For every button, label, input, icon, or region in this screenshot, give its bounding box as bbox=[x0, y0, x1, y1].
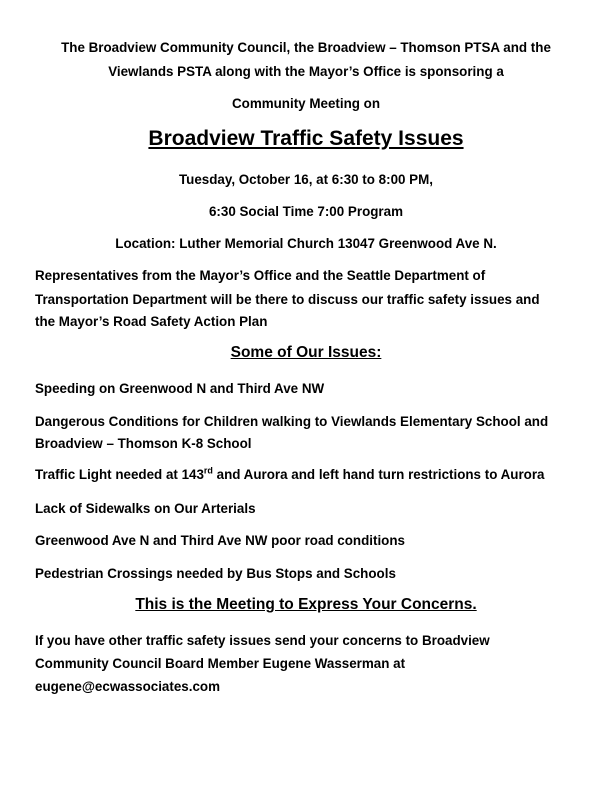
contact-email: eugene@ecwassociates.com bbox=[35, 679, 220, 694]
issue-item-1: Speeding on Greenwood N and Third Ave NW bbox=[35, 381, 325, 396]
description-line-1: Representatives from the Mayor’s Office and the Seattle Department of bbox=[35, 268, 486, 283]
event-date-time: Tuesday, October 16, at 6:30 to 8:00 PM, bbox=[178, 172, 433, 187]
description-line-2: Transportation Department will be there to discuss our traffic safety issues and bbox=[35, 292, 540, 307]
issues-heading: Some of Our Issues: bbox=[230, 344, 382, 361]
event-schedule: 6:30 Social Time 7:00 Program bbox=[208, 204, 403, 219]
issue-item-5: Greenwood Ave N and Third Ave NW poor road conditions bbox=[35, 533, 405, 548]
issue-item-4: Lack of Sidewalks on Our Arterials bbox=[35, 501, 256, 516]
intro-line-3: Community Meeting on bbox=[231, 96, 381, 111]
issue-item-2-line-2: Broadview – Thomson K-8 School bbox=[35, 436, 252, 451]
issue-item-6: Pedestrian Crossings needed by Bus Stops and Schools bbox=[35, 566, 396, 581]
contact-line-2: Community Council Board Member Eugene Wasserman at bbox=[35, 656, 406, 671]
issue-item-3 bbox=[35, 464, 595, 485]
issue-item-3-text: Traffic Light needed at 143 bbox=[35, 467, 204, 482]
intro-line-2: Viewlands PSTA along with the Mayor’s Office is sponsoring a bbox=[108, 64, 504, 79]
intro-line-1: The Broadview Community Council, the Broadview – Thomson PTSA and the bbox=[61, 40, 551, 55]
description-line-3: the Mayor’s Road Safety Action Plan bbox=[35, 314, 268, 329]
issue-item-3-ordinal: rd bbox=[203, 465, 213, 476]
event-location: Location: Luther Memorial Church 13047 Greenwood Ave N. bbox=[115, 236, 497, 251]
call-to-action: This is the Meeting to Express Your Concerns. bbox=[135, 596, 477, 613]
issue-item-2-line-1: Dangerous Conditions for Children walking to Viewlands Elementary School and bbox=[35, 414, 549, 429]
contact-line-1: If you have other traffic safety issues send your concerns to Broadview bbox=[35, 633, 490, 648]
flyer-title: Broadview Traffic Safety Issues bbox=[148, 127, 464, 150]
issue-item-3-text-rest: and Aurora and left hand turn restrictions to Aurora bbox=[212, 467, 545, 482]
